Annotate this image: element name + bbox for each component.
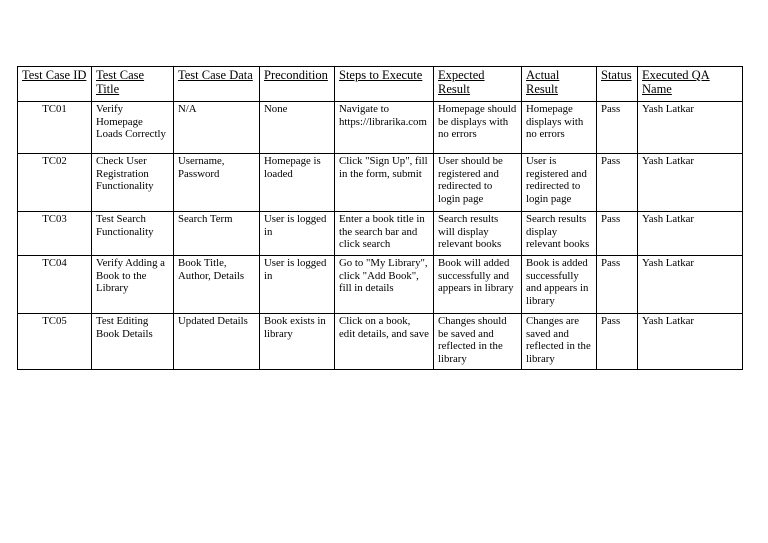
- qa-name-cell: Yash Latkar: [638, 102, 743, 154]
- steps-cell: Click "Sign Up", fill in the form, submit: [335, 154, 434, 212]
- test-case-title-cell: Verify Adding a Book to the Library: [92, 256, 174, 314]
- table-header-row: [18, 67, 743, 102]
- actual-result-cell: Homepage displays with no errors: [522, 102, 597, 154]
- steps-cell: Enter a book title in the search bar and click search: [335, 212, 434, 256]
- expected-result-cell: Changes should be saved and reflected in the library: [434, 314, 522, 370]
- test-case-data-cell: Updated Details: [174, 314, 260, 370]
- header-actual-result: Actual Result: [522, 67, 597, 102]
- table-row: [18, 314, 743, 370]
- test-case-id-cell: TC01: [18, 102, 92, 154]
- test-case-title-cell: Test Search Functionality: [92, 212, 174, 256]
- test-case-data-cell: N/A: [174, 102, 260, 154]
- qa-name-cell: Yash Latkar: [638, 256, 743, 314]
- precondition-cell: User is logged in: [260, 212, 335, 256]
- table-row: [18, 102, 743, 154]
- header-expected-result: Expected Result: [434, 67, 522, 102]
- precondition-cell: None: [260, 102, 335, 154]
- actual-result-cell: User is registered and redirected to login page: [522, 154, 597, 212]
- precondition-cell: Homepage is loaded: [260, 154, 335, 212]
- actual-result-cell: Book is added successfully and appears in library: [522, 256, 597, 314]
- test-case-data-cell: Username, Password: [174, 154, 260, 212]
- test-case-title-cell: Check User Registration Functionality: [92, 154, 174, 212]
- header-test-case-id: Test Case ID: [18, 67, 92, 102]
- status-cell: Pass: [597, 256, 638, 314]
- actual-result-cell: Search results display relevant books: [522, 212, 597, 256]
- header-executed-qa-name: Executed QA Name: [638, 67, 743, 102]
- precondition-cell: User is logged in: [260, 256, 335, 314]
- test-case-id-cell: TC05: [18, 314, 92, 370]
- test-case-id-cell: TC02: [18, 154, 92, 212]
- header-precondition: Precondition: [260, 67, 335, 102]
- header-test-case-title: Test Case Title: [92, 67, 174, 102]
- qa-name-cell: Yash Latkar: [638, 154, 743, 212]
- expected-result-cell: User should be registered and redirected to login page: [434, 154, 522, 212]
- test-case-title-cell: Verify Homepage Loads Correctly: [92, 102, 174, 154]
- status-cell: Pass: [597, 102, 638, 154]
- steps-cell: Click on a book, edit details, and save: [335, 314, 434, 370]
- precondition-cell: Book exists in library: [260, 314, 335, 370]
- expected-result-cell: Book will added successfully and appears in library: [434, 256, 522, 314]
- test-case-id-cell: TC03: [18, 212, 92, 256]
- expected-result-cell: Homepage should be displays with no errors: [434, 102, 522, 154]
- table-row: [18, 256, 743, 314]
- test-case-title-cell: Test Editing Book Details: [92, 314, 174, 370]
- header-test-case-data: Test Case Data: [174, 67, 260, 102]
- status-cell: Pass: [597, 314, 638, 370]
- test-case-data-cell: Search Term: [174, 212, 260, 256]
- status-cell: Pass: [597, 212, 638, 256]
- test-case-id-cell: TC04: [18, 256, 92, 314]
- qa-name-cell: Yash Latkar: [638, 212, 743, 256]
- table-row: [18, 212, 743, 256]
- actual-result-cell: Changes are saved and reflected in the library: [522, 314, 597, 370]
- expected-result-cell: Search results will display relevant books: [434, 212, 522, 256]
- qa-name-cell: Yash Latkar: [638, 314, 743, 370]
- steps-cell: Go to "My Library", click "Add Book", fill in details: [335, 256, 434, 314]
- steps-cell: Navigate to https://librarika.com: [335, 102, 434, 154]
- test-case-table: [17, 66, 743, 370]
- test-case-data-cell: Book Title, Author, Details: [174, 256, 260, 314]
- header-steps-to-execute: Steps to Execute: [335, 67, 434, 102]
- table-row: [18, 154, 743, 212]
- header-status: Status: [597, 67, 638, 102]
- status-cell: Pass: [597, 154, 638, 212]
